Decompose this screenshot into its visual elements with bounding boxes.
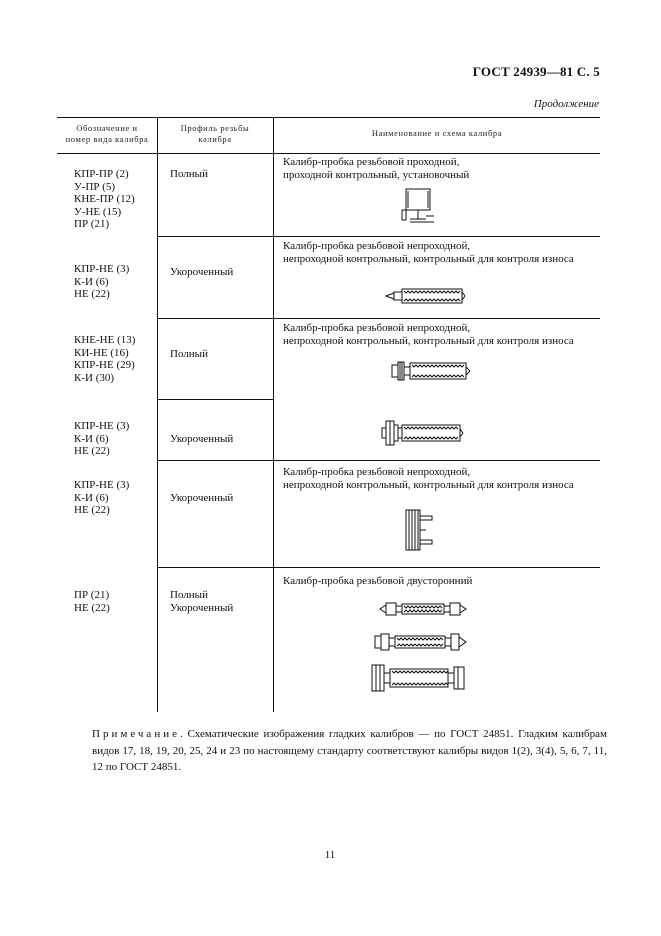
double-ended-gauge-medium-icon	[375, 632, 467, 652]
row-2-designations: КПР-НЕ (3) К-И (6) НЕ (22)	[74, 263, 130, 300]
column-divider-1	[157, 117, 158, 712]
row-1-profile: Полный	[170, 168, 208, 180]
column-header-name: Наименование и схема калибра	[371, 128, 503, 138]
page-number: 11	[324, 849, 336, 861]
row-divider	[157, 318, 600, 319]
table-top-border	[57, 117, 600, 118]
row-6-name: Калибр-пробка резьбовой двусторонний	[283, 575, 473, 587]
row-4-designations: КПР-НЕ (3) К-И (6) НЕ (22)	[74, 420, 130, 457]
note-text: . Схематические изображения гладких калибров — по ГОСТ 24851. Гладким калибрам видов 17, 18, 19, 20, 25, 24 и 23 по настоящему стандарту соответствуют калибры видов 1(2), 3(4), 5, 6, 7, 11, 12 по ГОСТ 24851.	[92, 728, 607, 773]
row-3-name: Калибр-пробка резьбовой непроходной, непроходной контрольный, контрольный для контроля износа	[283, 322, 574, 347]
plug-gauge-nogo-full-icon	[392, 359, 472, 383]
row-5-profile: Укороченный	[170, 492, 234, 504]
row-6-designations: ПР (21) НЕ (22)	[74, 589, 110, 614]
column-header-profile: Профиль резьбы калибра	[180, 123, 250, 144]
double-ended-gauge-small-icon	[380, 600, 466, 618]
plug-gauge-go-setting-icon	[398, 186, 438, 226]
column-divider-2	[273, 117, 274, 712]
row-4-profile: Укороченный	[170, 433, 234, 445]
row-divider	[157, 567, 600, 568]
row-3-profile: Полный	[170, 348, 208, 360]
row-divider	[157, 399, 274, 400]
note-paragraph	[92, 726, 607, 776]
plug-gauge-nogo-short-icon	[386, 287, 466, 305]
row-6-profile: Полный Укороченный	[170, 589, 234, 614]
double-ended-gauge-large-icon	[372, 663, 468, 693]
row-2-name: Калибр-пробка резьбовой непроходной, непроходной контрольный, контрольный для контроля износа	[283, 240, 574, 265]
column-header-designation: Обозначение и номер вида калибра	[65, 123, 149, 144]
continuation-label: Продолжение	[533, 98, 599, 110]
note-label: Примечание	[92, 728, 180, 740]
row-5-name: Калибр-пробка резьбовой непроходной, непроходной контрольный, контрольный для контроля износа	[283, 466, 574, 491]
document-header: ГОСТ 24939—81 С. 5	[472, 64, 600, 79]
plug-gauge-nogo-disc-icon	[404, 508, 436, 552]
plug-gauge-nogo-flange-icon	[382, 419, 464, 447]
row-2-profile: Укороченный	[170, 266, 234, 278]
header-bottom-border	[57, 153, 600, 154]
row-divider	[157, 460, 600, 461]
row-1-designations: КПР-ПР (2) У-ПР (5) КНЕ-ПР (12) У-НЕ (15) ПР (21)	[74, 168, 135, 230]
row-divider	[157, 236, 600, 237]
row-3-designations: КНЕ-НЕ (13) КИ-НЕ (16) КПР-НЕ (29) К-И (30)	[74, 334, 136, 384]
row-1-name: Калибр-пробка резьбовой проходной, проходной контрольный, установочный	[283, 156, 470, 181]
row-5-designations: КПР-НЕ (3) К-И (6) НЕ (22)	[74, 479, 130, 516]
